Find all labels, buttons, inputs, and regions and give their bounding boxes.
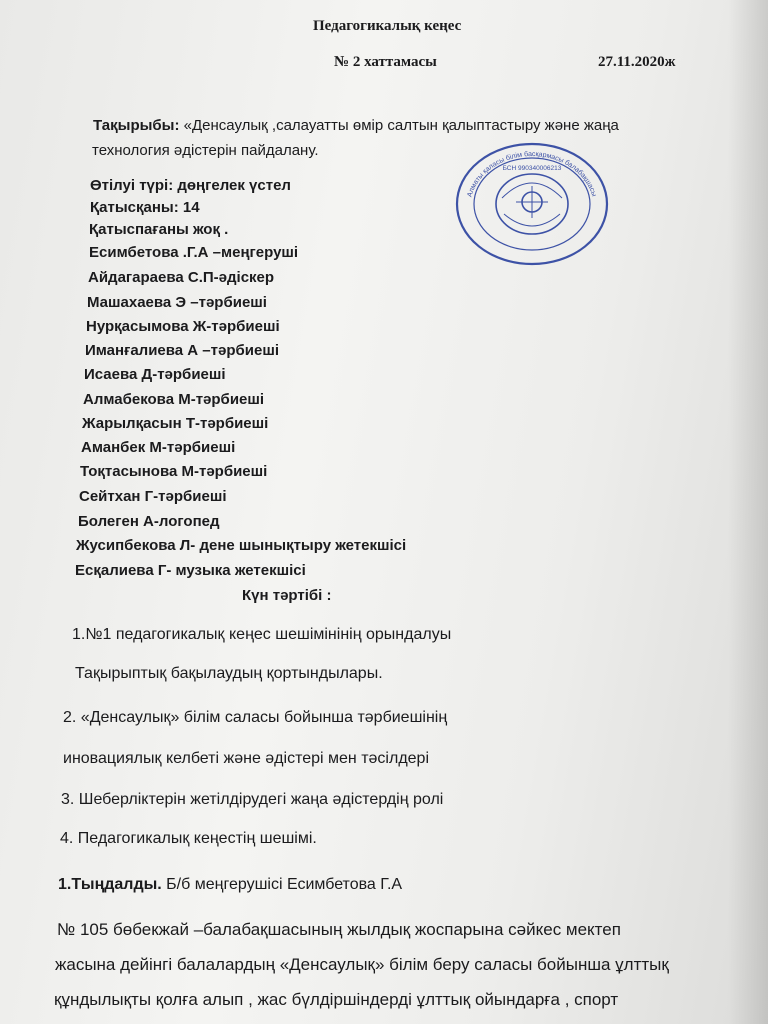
- page-shadow: [728, 0, 768, 1024]
- body-line: жасына дейінгі балалардың «Денсаулық» білім беру саласы бойынша ұлттық: [55, 955, 669, 974]
- topic-line-2: технология әдістерін пайдалану.: [92, 142, 319, 159]
- agenda-item: 3. Шеберліктерін жетілдірудегі жаңа әдістердің ролі: [61, 791, 444, 808]
- stamp-cross-icon: [516, 186, 548, 218]
- agenda-title: Күн тәртібі :: [242, 587, 332, 604]
- form-line: [90, 177, 291, 194]
- absent-line: Қатыспағаны жоқ .: [89, 221, 229, 238]
- participant: Нурқасымова Ж-тәрбиеші: [86, 318, 280, 335]
- official-stamp: [452, 138, 612, 266]
- participant: Тоқтасынова М-тәрбиеші: [80, 463, 268, 480]
- participant: Жарылқасын Т-тәрбиеші: [82, 415, 269, 432]
- agenda-item: 2. «Денсаулық» білім саласы бойынша тәрбиешінің: [63, 709, 448, 726]
- protocol-number: № 2 хаттамасы: [334, 54, 437, 70]
- body-line: № 105 бөбекжай –балабақшасының жылдық жоспарына сәйкес мектеп: [57, 920, 621, 939]
- heard-line: [58, 876, 402, 894]
- body-line: құндылықты қолға алып , жас бүлдіршіндерді ұлттық ойындарға , спорт: [54, 990, 619, 1009]
- form-label: Өтілуі түрі:: [90, 177, 174, 194]
- participant: Иманғалиева А –тәрбиеші: [85, 342, 279, 359]
- participant: Есқалиева Г- музыка жетекшісі: [75, 562, 306, 579]
- participant: Алмабекова М-тәрбиеші: [83, 391, 265, 408]
- present-label: Қатысқаны:: [90, 199, 179, 216]
- stamp-bin: БСН 990340006213: [502, 165, 562, 172]
- heard-label: 1.Тыңдалды.: [58, 876, 162, 893]
- agenda-item: 4. Педагогикалық кеңестің шешімі.: [60, 830, 317, 847]
- participant: Айдагараева С.П-әдіскер: [88, 269, 275, 286]
- participant: Исаева Д-тәрбиеші: [84, 366, 226, 383]
- protocol-date: 27.11.2020ж: [598, 54, 676, 70]
- participant: Машахаева Э –тәрбиеші: [87, 294, 267, 311]
- topic-text: «Денсаулық ,салауатты өмір салтын қалыптастыру және жаңа: [183, 117, 619, 134]
- present-line: [90, 199, 200, 216]
- participant: Есимбетова .Г.А –меңгеруші: [89, 244, 299, 261]
- agenda-item: 1.№1 педагогикалық кеңес шешімінінің орындалуы: [72, 626, 452, 643]
- document-title: Педагогикалық кеңес: [313, 18, 462, 34]
- agenda-item: иновациялық келбеті және әдістері мен тәсілдері: [63, 750, 429, 767]
- present-value: 14: [182, 199, 200, 216]
- heard-text: Б/б меңгерушісі Есимбетова Г.А: [166, 876, 403, 893]
- agenda-item: Тақырыптық бақылаудың қортындылары.: [75, 665, 383, 682]
- participant: Аманбек М-тәрбиеші: [81, 439, 236, 456]
- participant: Болеген А-логопед: [78, 513, 220, 530]
- participant: Сейтхан Г-тәрбиеші: [79, 488, 227, 505]
- form-value: дөңгелек үстел: [177, 177, 291, 194]
- participant: Жусипбекова Л- дене шынықтыру жетекшісі: [76, 537, 407, 554]
- topic-line-1: [93, 117, 619, 134]
- topic-label: Тақырыбы:: [93, 117, 180, 134]
- stamp-ring-text-path: Алматы қаласы білім басқармасы балабақшасы: [466, 150, 598, 198]
